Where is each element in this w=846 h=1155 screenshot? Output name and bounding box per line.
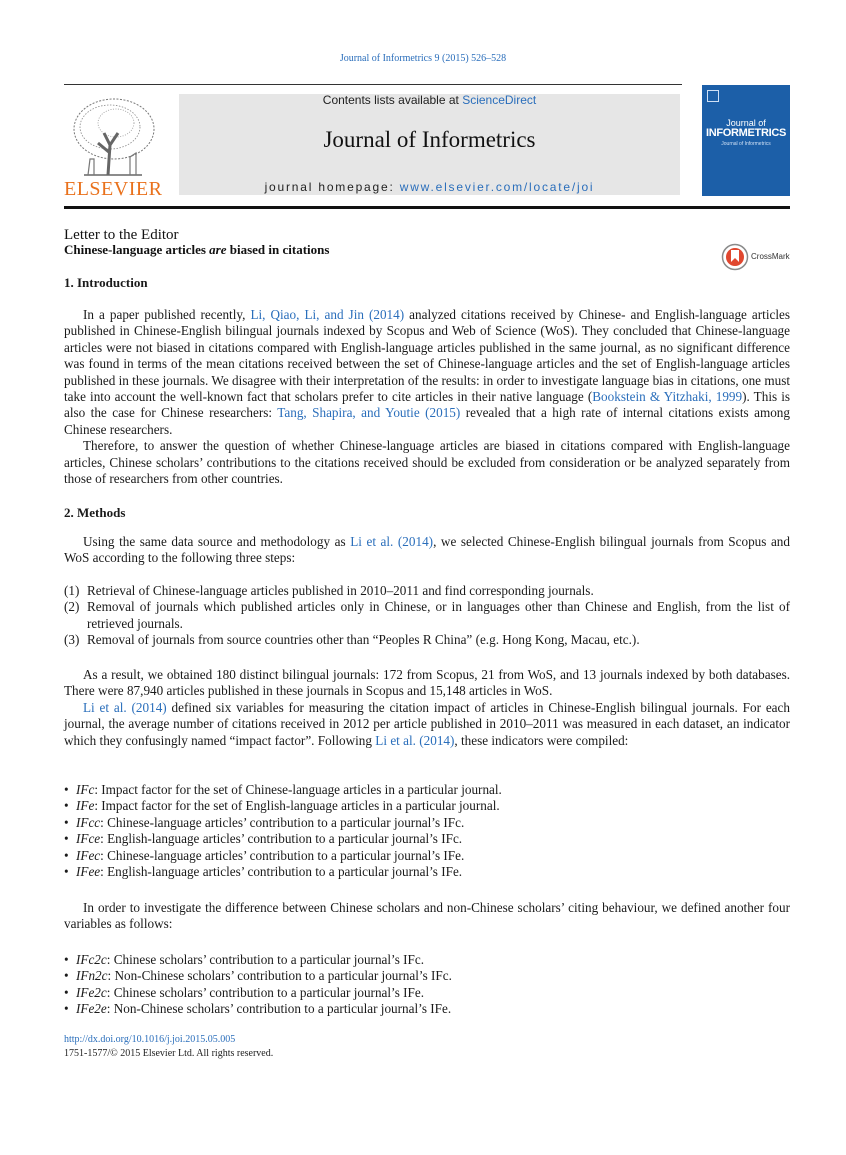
article-title: Chinese-language articles are biased in citations [64, 242, 330, 257]
elsevier-wordmark: ELSEVIER [64, 178, 163, 200]
cover-tagline: Journal of Informetrics [721, 141, 771, 147]
introduction-heading: 1. Introduction [64, 275, 148, 290]
list-item: • IFce: English-language articles’ contribution to a particular journal’s IFc. [64, 831, 463, 847]
methods-results-text [64, 667, 790, 749]
contents-line: Contents lists available at ScienceDirect [322, 93, 537, 107]
list-item: • IFc2c: Chinese scholars’ contribution to a particular journal’s IFc. [64, 952, 425, 967]
methods-extra-text [64, 900, 790, 933]
sciencedirect-link[interactable]: ScienceDirect [462, 93, 537, 107]
homepage-line: journal homepage: www.elsevier.com/locate/joi [264, 180, 595, 194]
steps-list [64, 583, 790, 649]
methods-heading: 2. Methods [64, 505, 126, 520]
citation-link[interactable]: Bookstein & Yitzhaki, 1999 [592, 389, 743, 405]
list-item: • IFe2e: Non-Chinese scholars’ contribution to a particular journal’s IFe. [64, 1001, 452, 1017]
methods-intro [64, 534, 790, 567]
citation-link[interactable]: Li, Qiao, Li, and Jin (2014) [250, 307, 405, 322]
indicator-list [64, 782, 790, 880]
top-rule [64, 84, 682, 85]
list-item: • IFn2c: Non-Chinese scholars’ contribution to a particular journal’s IFc. [64, 968, 452, 984]
introduction-body [64, 307, 790, 487]
homepage-link[interactable]: www.elsevier.com/locate/joi [399, 180, 595, 194]
list-item: • IFe: Impact factor for the set of English-language articles in a particular journal. [64, 798, 500, 814]
extra-indicator-list [64, 952, 790, 1018]
methods-paragraph-2: As a result, we obtained 180 distinct bilingual journals: 172 from Scopus, 21 from WoS, and 13 journals indexed by both databases. There were 87,940 articles published in these journals in Scopus and 15,148 articles in WoS. [64, 667, 790, 699]
cover-big-title: INFORMETRICS [705, 127, 787, 139]
list-item: • IFc: Impact factor for the set of Chinese-language articles in a particular journal. [64, 782, 502, 797]
citation-link[interactable]: Li et al. (2014) [83, 699, 167, 715]
intro-paragraph-2: Therefore, to answer the question of whether Chinese-language articles are biased in citations compared with English-language articles, Chinese scholars’ contributions to the citations received should be excluded from consideration or be analyzed separately from those of researchers from other countries. [64, 438, 790, 487]
intro-paragraph-1: In a paper published recently, Li, Qiao, Li, and Jin (2014) analyzed citations received by Chinese- and English-language articles published in Chinese-English bilingual journals indexed by Scopus and Web of Science (WoS). They concluded that Chinese-language articles were not biased in citations compared with English-language articles published in the same journal, as no significant difference was found in terms of the mean citations received between the set of Chinese-language articles and the set of English-language articles published in these journals. We disagree with their interpretation of the results: in order to investigate language bias in citations, one must take into account the well-known fact that scholars prefer to cite articles in their native language (Bookstein & Yitzhaki, 1999). This is also the case for Chinese researchers: Tang, Shapira, and Youtie (2015) revealed that a high rate of internal citations exists among Chinese researchers. [64, 307, 791, 437]
citation-link[interactable]: Li et al. (2014) [375, 732, 455, 748]
list-item: (3) Removal of journals from source countries other than “Peoples R China” (e.g. Hong Kong, Macau, etc.). [64, 632, 640, 648]
cover-emblem-icon [707, 90, 719, 102]
list-item: (1) Retrieval of Chinese-language articles published in 2010–2011 and find corresponding journals. [64, 583, 594, 598]
methods-paragraph-4: In order to investigate the difference between Chinese scholars and non-Chinese scholars’ citing behaviour, we defined another four variables as follows: [64, 900, 790, 932]
methods-paragraph-3: Li et al. (2014) defined six variables for measuring the citation impact of articles in Chinese-English bilingual journals. For each journal, the average number of citations received in 2012 per article published in 2010–2011 was measured in each dataset, an indicator which they confusingly named “impact factor”. Following Li et al. (2014), these indicators were compiled: [64, 699, 790, 748]
list-item: • IFe2c: Chinese scholars’ contribution to a particular journal’s IFe. [64, 984, 425, 1000]
list-item: • IFcc: Chinese-language articles’ contribution to a particular journal’s IFc. [64, 814, 465, 830]
crossmark-label: CrossMark [751, 252, 790, 261]
section-type: Letter to the Editor [64, 227, 179, 243]
list-item: • IFee: English-language articles’ contribution to a particular journal’s IFe. [64, 864, 463, 880]
doi-link[interactable]: http://dx.doi.org/10.1016/j.joi.2015.05.005 [64, 1034, 236, 1045]
methods-paragraph-1: Using the same data source and methodology as Li et al. (2014), we selected Chinese-English bilingual journals from Scopus and WoS according to the following three steps: [64, 534, 790, 566]
header-rule [64, 206, 790, 209]
journal-name: Journal of Informetrics [323, 127, 536, 152]
running-head-link[interactable]: Journal of Informetrics 9 (2015) 526–528 [339, 53, 507, 64]
cover-small-title: Journal of [726, 118, 766, 128]
list-item: • IFec: Chinese-language articles’ contribution to a particular journal’s IFe. [64, 847, 465, 863]
citation-link[interactable]: Li et al. (2014) [350, 534, 434, 549]
citation-link[interactable]: Tang, Shapira, and Youtie (2015) [277, 405, 461, 421]
copyright-notice: 1751-1577/© 2015 Elsevier Ltd. All rights reserved. [64, 1048, 274, 1059]
list-item: (2) Removal of journals which published articles only in Chinese, or in languages other than Chinese and English, from the list of retrieved journals. [64, 599, 790, 631]
